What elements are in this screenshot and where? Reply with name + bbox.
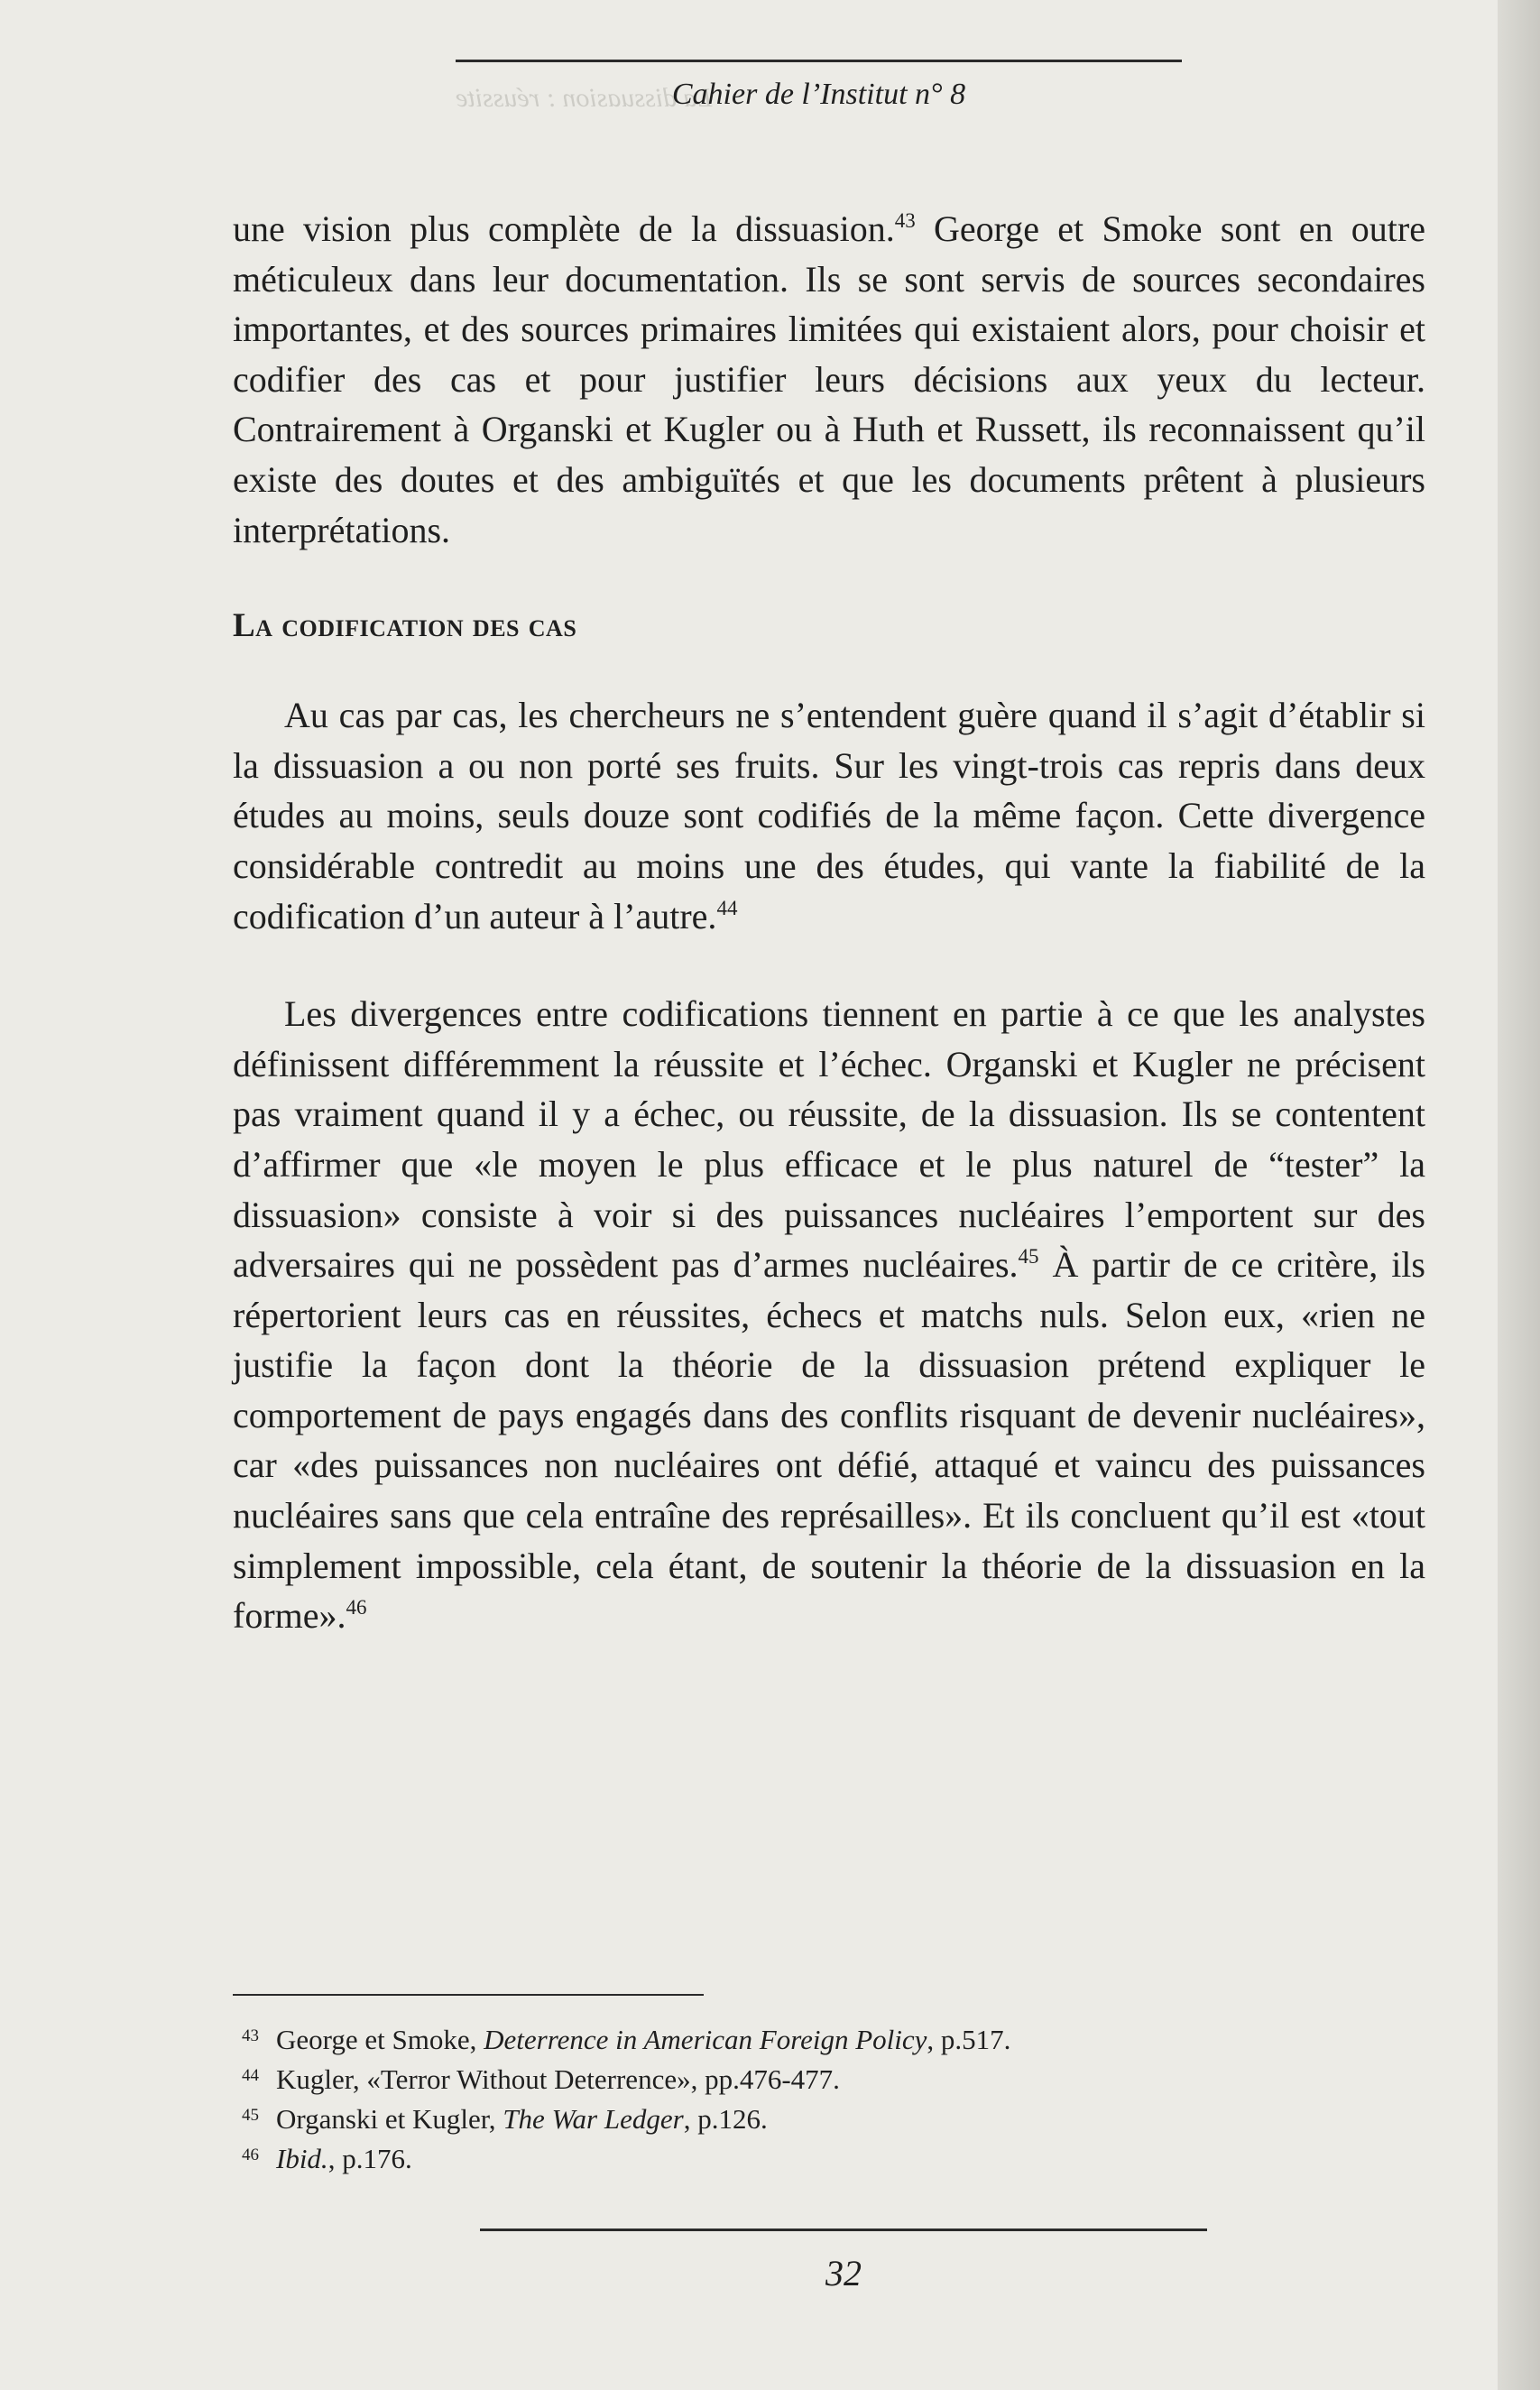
- paragraph-1: [233, 204, 1425, 555]
- footnote-reference: 45: [1018, 1245, 1039, 1269]
- paragraph-3: [233, 989, 1425, 1641]
- footnote-reference: 43: [894, 209, 916, 232]
- footnotes: [242, 2018, 1415, 2177]
- footnote-rule: [233, 1994, 704, 1996]
- section-heading: La codification des cas: [233, 607, 577, 645]
- footnote-number: 44: [242, 2066, 259, 2085]
- text-run: À partir de ce critère, ils répertorient leurs cas en réussites, échecs et matchs nuls. Selon eux, «rien ne justifie la façon dont la théorie de la dissuasion prétend expliquer le comportement de pays engagés dans des conflits risquant de devenir nucléaires», car «des puissances non nucléaires ont défié, attaqué et vaincu des puissances nucléaires sans que cela entraîne des représailles». Et ils concluent qu’il est «tout simplement impossible, cela étant, de soutenir la théorie de la dissuasion en la forme».: [233, 1244, 1425, 1637]
- footnote-number: 43: [242, 2026, 259, 2045]
- footer-rule: [480, 2229, 1207, 2231]
- footnote-text: George et Smoke,: [276, 2024, 484, 2055]
- footnote-text: , p.126.: [683, 2103, 768, 2135]
- paragraph-2: [233, 690, 1425, 941]
- body-text: [233, 204, 1425, 1641]
- footnote-text: Organski et Kugler,: [276, 2103, 503, 2135]
- text-run: George et Smoke sont en outre méticuleux dans leur documentation. Ils se sont servis de sources secondaires importantes, et des sources primaires limitées qui existaient alors, pour choisir et codifier des cas et pour justifier leurs décisions aux yeux du lecteur. Contrairement à Organski et Kugler ou à Huth et Russett, ils reconnaissent qu’il existe des doutes et des ambiguïtés et que les documents prêtent à plusieurs interprétations.: [233, 208, 1425, 550]
- page-edge: [1498, 0, 1540, 2390]
- footnote-45: [242, 2098, 1415, 2137]
- text-run: Les divergences entre codifications tiennent en partie à ce que les analystes définissent différemment la réussite et l’échec. Organski et Kugler ne précisent pas vraiment quand il y a échec, ou réussite, de la dissuasion. Ils se contentent d’affirmer que «le moyen le plus efficace et le plus naturel de “tester” la dissuasion» consiste à voir si des puissances nucléaires l’emportent sur des adversaires qui ne possèdent pas d’armes nucléaires.: [233, 993, 1425, 1286]
- bleed-through-text: La dissuasion : réussite: [456, 83, 713, 113]
- header-rule: [456, 60, 1182, 62]
- footnote-title: Ibid.: [276, 2143, 328, 2174]
- text-run: une vision plus complète de la dissuasion.: [233, 208, 895, 249]
- footnote-text: , p.176.: [327, 2143, 412, 2174]
- footnote-text: Kugler, «Terror Without Deterrence», pp.476-477.: [276, 2063, 840, 2095]
- footnote-number: 45: [242, 2106, 259, 2125]
- footnote-title: The War Ledger: [503, 2103, 684, 2135]
- footnote-44: [242, 2058, 1415, 2098]
- running-head: Cahier de l’Institut n° 8: [671, 78, 966, 111]
- page-number: 32: [825, 2253, 862, 2293]
- footnote-title: Deterrence in American Foreign Policy: [484, 2024, 927, 2055]
- text-run: Au cas par cas, les chercheurs ne s’entendent guère quand il s’agit d’établir si la dissuasion a ou non porté ses fruits. Sur les vingt-trois cas repris dans deux études au moins, seuls douze sont codifiés de la même façon. Cette divergence considérable contredit au moins une des études, qui vante la fiabilité de la codification d’un auteur à l’autre.: [233, 695, 1425, 937]
- footnote-reference: 44: [716, 896, 738, 919]
- footnote-number: 46: [242, 2145, 259, 2164]
- footnote-46: [242, 2137, 1415, 2177]
- footnote-text: , p.517.: [927, 2024, 1011, 2055]
- footnote-reference: 46: [346, 1596, 367, 1619]
- footnote-43: [242, 2018, 1415, 2058]
